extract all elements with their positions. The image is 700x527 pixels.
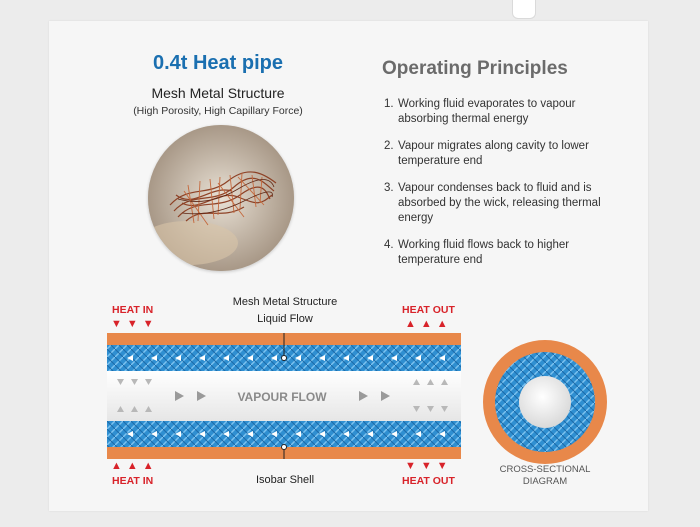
down-arrow-icon: ▼ — [420, 460, 432, 472]
heat-in-top-arrows — [111, 319, 154, 330]
heat-out-bottom-label: HEAT OUT — [402, 475, 455, 487]
up-arrow-icon: ▲ — [405, 318, 416, 330]
up-arrow-icon: ▲ — [420, 318, 432, 330]
shell-pointer — [282, 445, 287, 450]
heat-in-top-label: HEAT IN — [112, 304, 154, 316]
cross-label-line1: CROSS-SECTIONAL — [499, 464, 591, 475]
copper-mesh-image — [148, 125, 294, 271]
mesh-bottom — [107, 421, 461, 447]
mesh-note: (High Porosity, High Capillary Force) — [133, 105, 303, 117]
mesh-structure-label: Mesh Metal Structure — [232, 296, 338, 308]
principle-item: 1. Working fluid evaporates to vapour absorbing thermal energy — [384, 98, 576, 125]
operating-principles-title: Operating Principles — [382, 58, 568, 79]
down-arrow-icon: ▼ — [142, 318, 154, 330]
heat-out-bottom-arrows — [405, 461, 448, 472]
principle-item: 3. Vapour condenses back to fluid and is absorbed by the wick, releasing thermal energy — [384, 182, 601, 224]
heat-out-top-arrows — [405, 319, 448, 330]
heat-out-top-label: HEAT OUT — [402, 304, 455, 316]
isobar-shell-label: Isobar Shell — [255, 474, 315, 486]
up-arrow-icon: ▲ — [436, 318, 448, 330]
cross-section-label — [488, 464, 602, 488]
heat-in-bottom-arrows — [111, 461, 154, 472]
top-tab — [512, 0, 536, 19]
cross-label-line2: DIAGRAM — [522, 476, 568, 487]
vapour-flow-label: VAPOUR FLOW — [237, 390, 327, 404]
cross-section-diagram — [482, 339, 608, 465]
principle-item: 4. Working fluid flows back to higher temperature end — [384, 239, 570, 266]
up-arrow-icon: ▲ — [111, 460, 122, 472]
liquid-flow-pointer — [282, 356, 287, 361]
cross-vapour-core — [519, 376, 571, 428]
liquid-flow-label: Liquid Flow — [257, 313, 313, 325]
heat-in-bottom-label: HEAT IN — [112, 475, 154, 487]
mesh-wick-photo — [148, 125, 294, 271]
down-arrow-icon: ▼ — [111, 318, 122, 330]
down-arrow-icon: ▼ — [436, 460, 448, 472]
principle-item: 2. Vapour migrates along cavity to lower temperature end — [384, 140, 589, 167]
up-arrow-icon: ▲ — [142, 460, 154, 472]
principles-list — [384, 97, 624, 280]
down-arrow-icon: ▼ — [405, 460, 416, 472]
down-arrow-icon: ▼ — [126, 318, 138, 330]
heat-pipe-title: 0.4t Heat pipe — [152, 52, 284, 74]
up-arrow-icon: ▲ — [126, 460, 138, 472]
mesh-subtitle: Mesh Metal Structure — [151, 85, 285, 101]
